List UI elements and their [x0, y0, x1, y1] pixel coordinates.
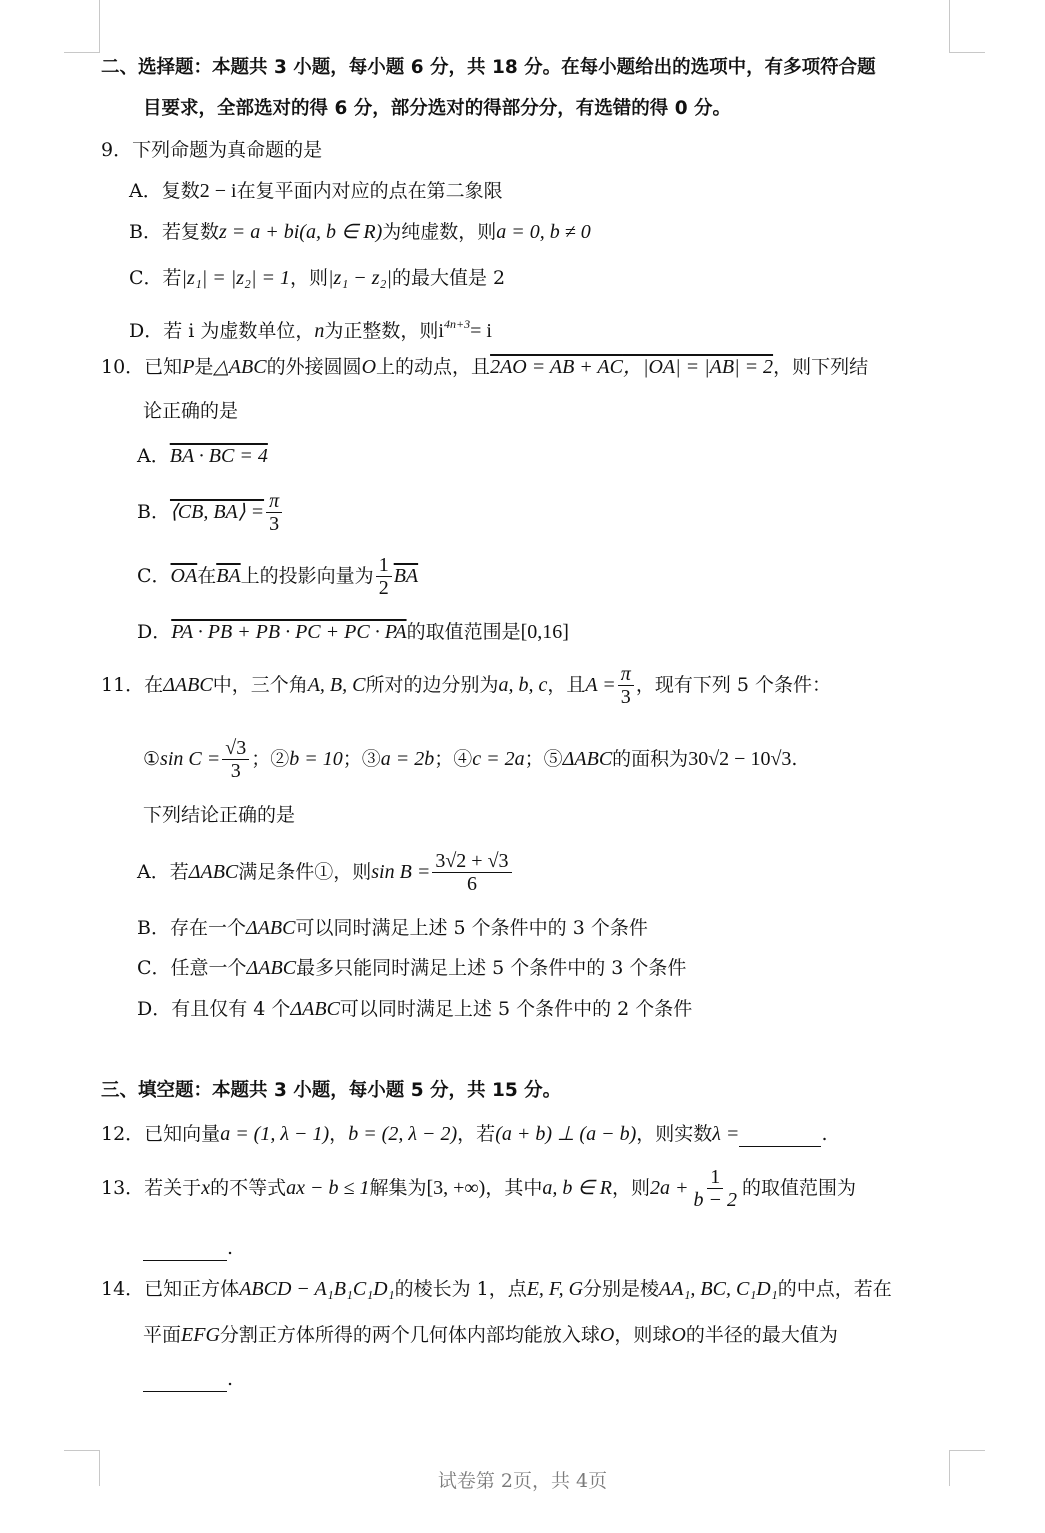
q11-option-d: D．有且仅有 4 个ΔABC可以同时满足上述 5 个条件中的 2 个条件 [137, 998, 693, 1020]
q11-a-fraction: $\frac{3√2 + √3}{6}$ [432, 850, 511, 895]
q9-stem: 9．下列命题为真命题的是 [101, 139, 323, 161]
q10-option-b: B． ⟨CB, BA⟩ = $\frac{\pi}{3}$ [137, 488, 284, 536]
q9-option-b: B．若复数z = a + bi(a, b ∈ R)为纯虚数，则a = 0, b ≠ 0 [129, 221, 591, 243]
q14-line2: 平面EFG分割正方体所得的两个几何体内部均能放入球O，则球O的半径的最大值为 [143, 1324, 838, 1346]
q14-answer-blank[interactable] [143, 1371, 227, 1392]
crop-mark-bottom-right-h [949, 1450, 985, 1451]
q13-answer-line: . [143, 1235, 233, 1261]
q12-answer-blank[interactable] [739, 1126, 821, 1147]
crop-mark-top-left-v [99, 0, 100, 52]
q11-option-a: A．若 ΔABC 满足条件①，则 sin B = $\frac{3√2 + √3}{6}$ [137, 845, 514, 899]
q9-option-a: A．复数2 − i在复平面内对应的点在第二象限 [129, 180, 503, 202]
q10-c-fraction: $\frac{1}{2}$ [376, 554, 392, 599]
q10-stem-line1: 10．已知P是△ABC的外接圆圆O上的动点，且2AO = AB + AC，|OA| = |AB| = 2，则下列结 [101, 356, 869, 378]
section2-header-line2: 目要求，全部选对的得 6 分，部分选对的得部分分，有选错的得 0 分。 [143, 98, 732, 119]
q13: 13．若关于 x 的不等式 ax − b ≤ 1 解集为 [3, +∞) ，其中 a, b ∈ R ，则 2a + $\frac{1}{b - 2}$ 的取值范围为 [101, 1165, 857, 1211]
q10-option-a: A．BA · BC = 4 [137, 445, 268, 467]
section3-header: 三、填空题：本题共 3 小题，每小题 5 分，共 15 分。 [101, 1080, 562, 1101]
q10-b-fraction: $\frac{\pi}{3}$ [266, 490, 282, 535]
q9-option-c: C．若|z₁| = |z₂| = 1，则|z₁ − z₂|的最大值是 2 [129, 267, 506, 289]
q11-option-c: C．任意一个ΔABC最多只能同时满足上述 5 个条件中的 3 个条件 [137, 957, 687, 979]
q13-fraction: $\frac{1}{b - 2}$ [693, 1165, 737, 1211]
q14-answer-line: . [143, 1366, 233, 1392]
q13-answer-blank[interactable] [143, 1240, 227, 1261]
q11-conditions: ① sin C = $\frac{√3}{3}$ ；② b = 10 ；③ a = 2b ；④ c = 2a ；⑤ ΔABC 的面积为 30√2 − 10√3 . [143, 736, 798, 782]
q10-stem-line2: 论正确的是 [143, 400, 239, 422]
crop-mark-top-left-h [64, 52, 100, 53]
q14-line1: 14．已知正方体ABCD − A₁B₁C₁D₁的棱长为 1，点E, F, G分别是棱AA₁, BC, C₁D₁的中点，若在 [101, 1278, 892, 1300]
crop-mark-top-right-h [949, 52, 985, 53]
q12: 12．已知向量a = (1, λ − 1)，b = (2, λ − 2)，若(a + b) ⊥ (a − b)，则实数λ = . [101, 1123, 828, 1145]
q11-cond1-fraction: $\frac{√3}{3}$ [222, 737, 249, 782]
q11-option-b: B．存在一个ΔABC可以同时满足上述 5 个条件中的 3 个条件 [137, 917, 648, 939]
q9-option-d: D．若 i 为虚数单位，n为正整数，则$i^{4n+3}= i$ [129, 317, 492, 342]
q11-stem: 11．在 ΔABC 中，三个角 A, B, C 所对的边分别为 a, b, c ，且 A = $\frac{\pi}{3}$ ，现有下列 5 个条件： [101, 662, 831, 708]
crop-mark-bottom-left-h [64, 1450, 100, 1451]
q10-option-c: C． $\overline{OA}$ 在 $\overline{BA}$ 上的投影向量为 $\frac{1}{2}$ $\overline{BA}$ [137, 553, 419, 599]
q11-stem-fraction: $\frac{\pi}{3}$ [618, 663, 634, 708]
crop-mark-top-right-v [949, 0, 950, 52]
q11-lead: 下列结论正确的是 [143, 804, 296, 826]
section2-header-line1: 二、选择题：本题共 3 小题，每小题 6 分，共 18 分。在每小题给出的选项中，有多项符合题 [101, 57, 876, 78]
q10-option-d: D．PA · PB + PB · PC + PC · PA的取值范围是[0,16] [137, 621, 569, 643]
page-footer: 试卷第 2页，共 4页 [437, 1470, 608, 1492]
